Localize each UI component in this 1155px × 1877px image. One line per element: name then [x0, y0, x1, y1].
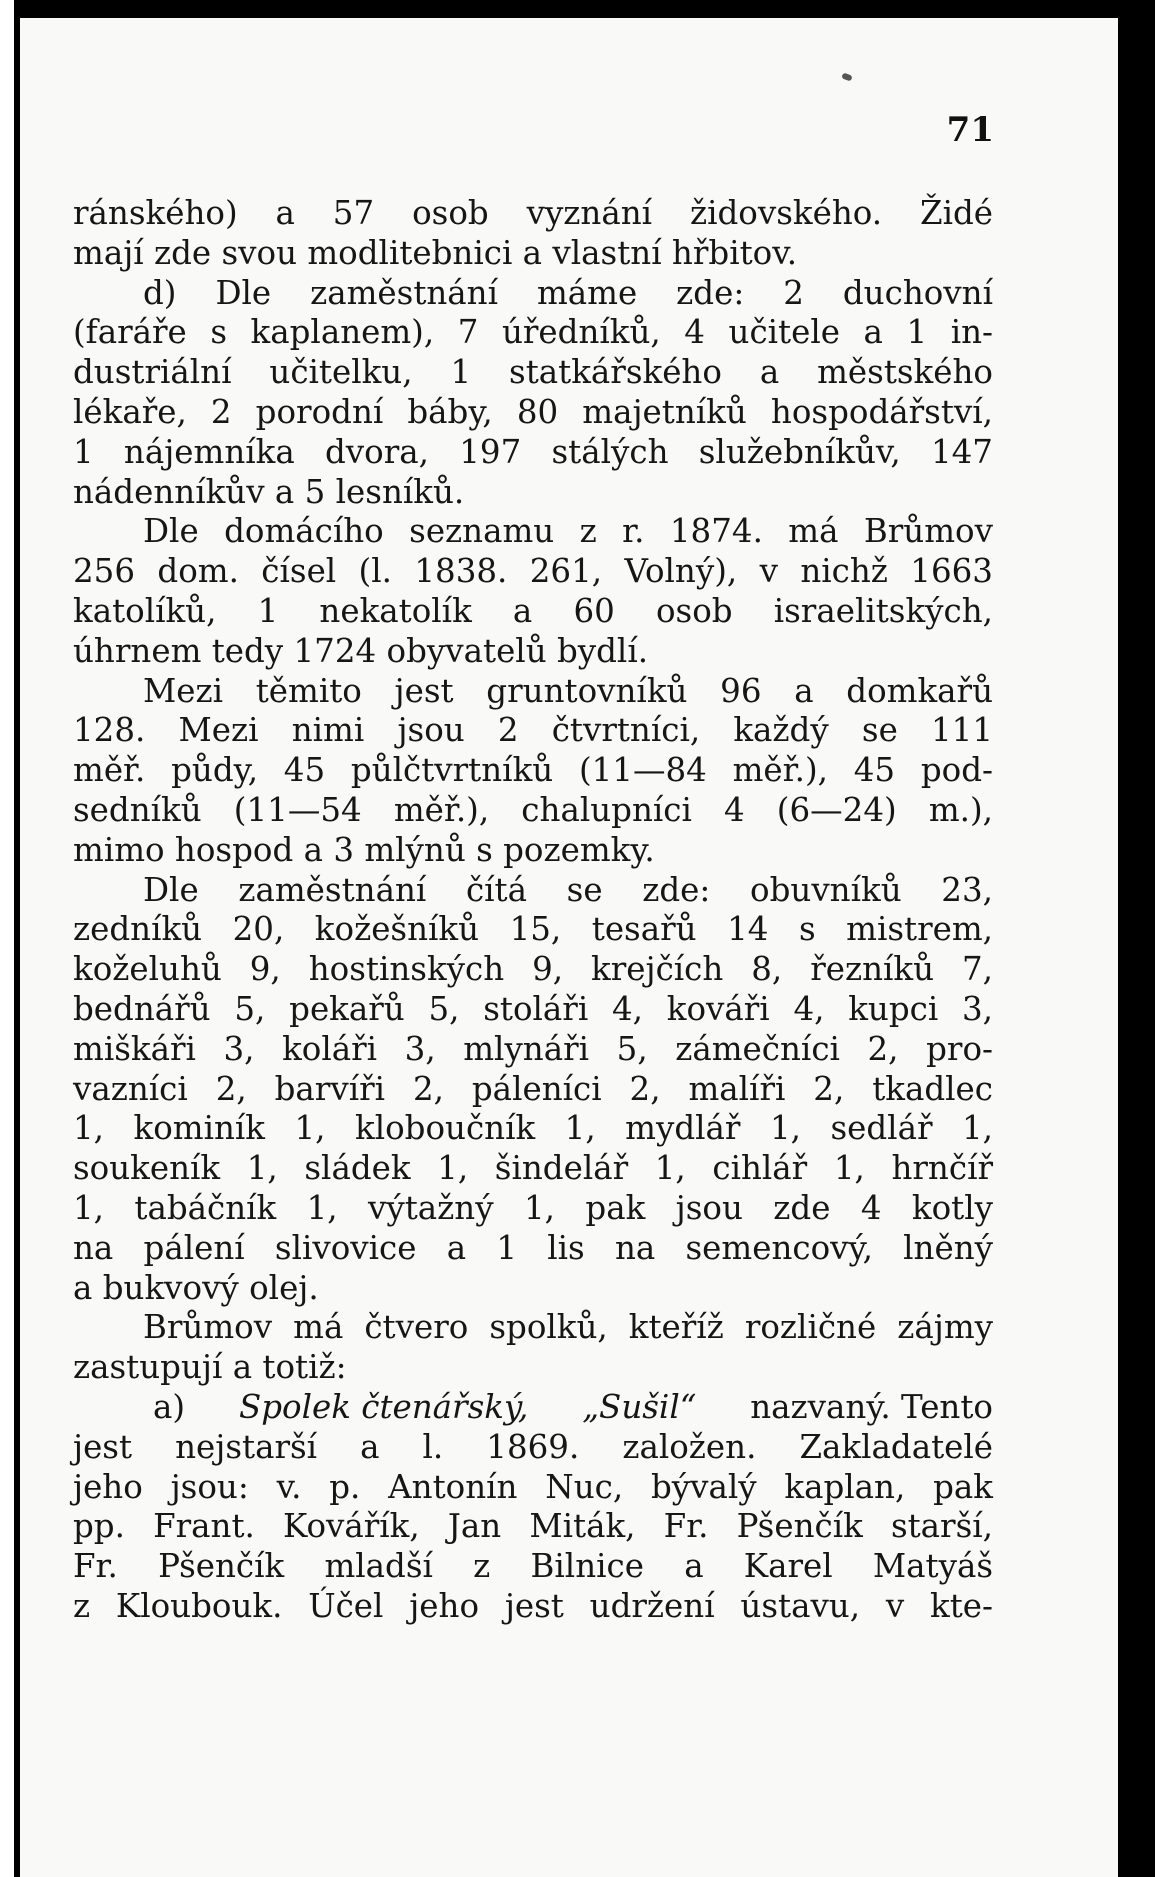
text-line: zastupují a totiž: — [73, 1348, 347, 1387]
text-line: Dle domácího seznamu z r. 1874. má Brůmov — [143, 512, 993, 551]
society-nickname: „Sušil“ — [582, 1387, 697, 1426]
text-line: bednářů 5, pekařů 5, stoláři 4, kováři 4, kupci 3, — [73, 989, 993, 1028]
text-line: zedníků 20, kožešníků 15, tesařů 14 s mistrem, — [73, 910, 993, 949]
text-line: úhrnem tedy 1724 obyvatelů bydlí. — [73, 631, 649, 670]
text-line: soukeník 1, sládek 1, šindelář 1, cihlář 1, hrnčíř — [73, 1149, 993, 1188]
text-line: katolíků, 1 nekatolík a 60 osob israelitských, — [73, 591, 993, 630]
text-line: 1 nájemníka dvora, 197 stálých služebníkův, 147 — [73, 432, 993, 471]
text-line: jest nejstarší a l. 1869. založen. Zakladatelé — [73, 1427, 993, 1466]
text-line: 256 dom. čísel (l. 1838. 261, Volný), v nichž 1663 — [73, 552, 993, 591]
text-line: 1, kominík 1, kloboučník 1, mydlář 1, sedlář 1, — [73, 1109, 993, 1148]
page-number: 71 — [946, 110, 994, 150]
text-line: na pálení slivovice a 1 lis na semencový, lněný — [73, 1228, 993, 1267]
text-line: sedníků (11—54 měř.), chalupníci 4 (6—24) m.), — [73, 790, 993, 829]
list-marker: a) — [153, 1387, 186, 1426]
text-fragment: nazvaný. Tento — [750, 1387, 993, 1426]
text-line: lékaře, 2 porodní báby, 80 majetníků hospodářství, — [73, 392, 993, 431]
scan-left-edge — [0, 0, 14, 1877]
text-line: 128. Mezi nimi jsou 2 čtvrtníci, každý se 111 — [73, 711, 993, 750]
text-line: (faráře s kaplanem), 7 úředníků, 4 učitele a 1 in- — [73, 313, 993, 352]
text-line: mimo hospod a 3 mlýnů s pozemky. — [73, 830, 655, 869]
text-line: z Kloubouk. Účel jeho jest udržení ústavu, v kte- — [73, 1586, 993, 1625]
text-line: miškáři 3, koláři 3, mlynáři 5, zámečníci 2, pro- — [73, 1029, 993, 1068]
text-line: Fr. Pšenčík mladší z Bilnice a Karel Matyáš — [73, 1547, 993, 1586]
text-line: jeho jsou: v. p. Antonín Nuc, bývalý kaplan, pak — [73, 1467, 993, 1506]
text-line: měř. půdy, 45 půlčtvrtníků (11—84 měř.), 45 pod- — [73, 751, 993, 790]
text-line: koželuhů 9, hostinských 9, krejčích 8, řezníků 7, — [73, 950, 993, 989]
text-line: dustriální učitelku, 1 statkářského a městského — [73, 353, 993, 392]
text-line: nádenníkův a 5 lesníků. — [73, 472, 465, 511]
text-line: Brůmov má čtvero spolků, kteříž rozličné zájmy — [143, 1308, 993, 1347]
society-name: Spolek čtenářský, — [238, 1387, 529, 1426]
text-line: vazníci 2, barvíři 2, páleníci 2, malíři 2, tkadlec — [73, 1069, 993, 1108]
text-line: a bukvový olej. — [73, 1268, 319, 1307]
ink-speck — [841, 72, 852, 81]
text-line: 1, tabáčník 1, výtažný 1, pak jsou zde 4 kotly — [73, 1188, 993, 1227]
text-line-society — [73, 1388, 993, 1428]
text-line: Mezi těmito jest gruntovníků 96 a domkařů — [143, 671, 993, 710]
text-line: d) Dle zaměstnání máme zde: 2 duchovní — [143, 273, 993, 312]
text-line: ránského) a 57 osob vyznání židovského. Židé — [73, 194, 993, 232]
text-line: mají zde svou modlitebnici a vlastní hřbitov. — [73, 233, 798, 272]
text-line: pp. Frant. Kovářík, Jan Miták, Fr. Pšenčík starší, — [73, 1507, 993, 1546]
book-page — [20, 18, 1118, 1877]
page-body-text — [73, 194, 993, 1627]
text-line: Dle zaměstnání čítá se zde: obuvníků 23, — [143, 870, 993, 909]
